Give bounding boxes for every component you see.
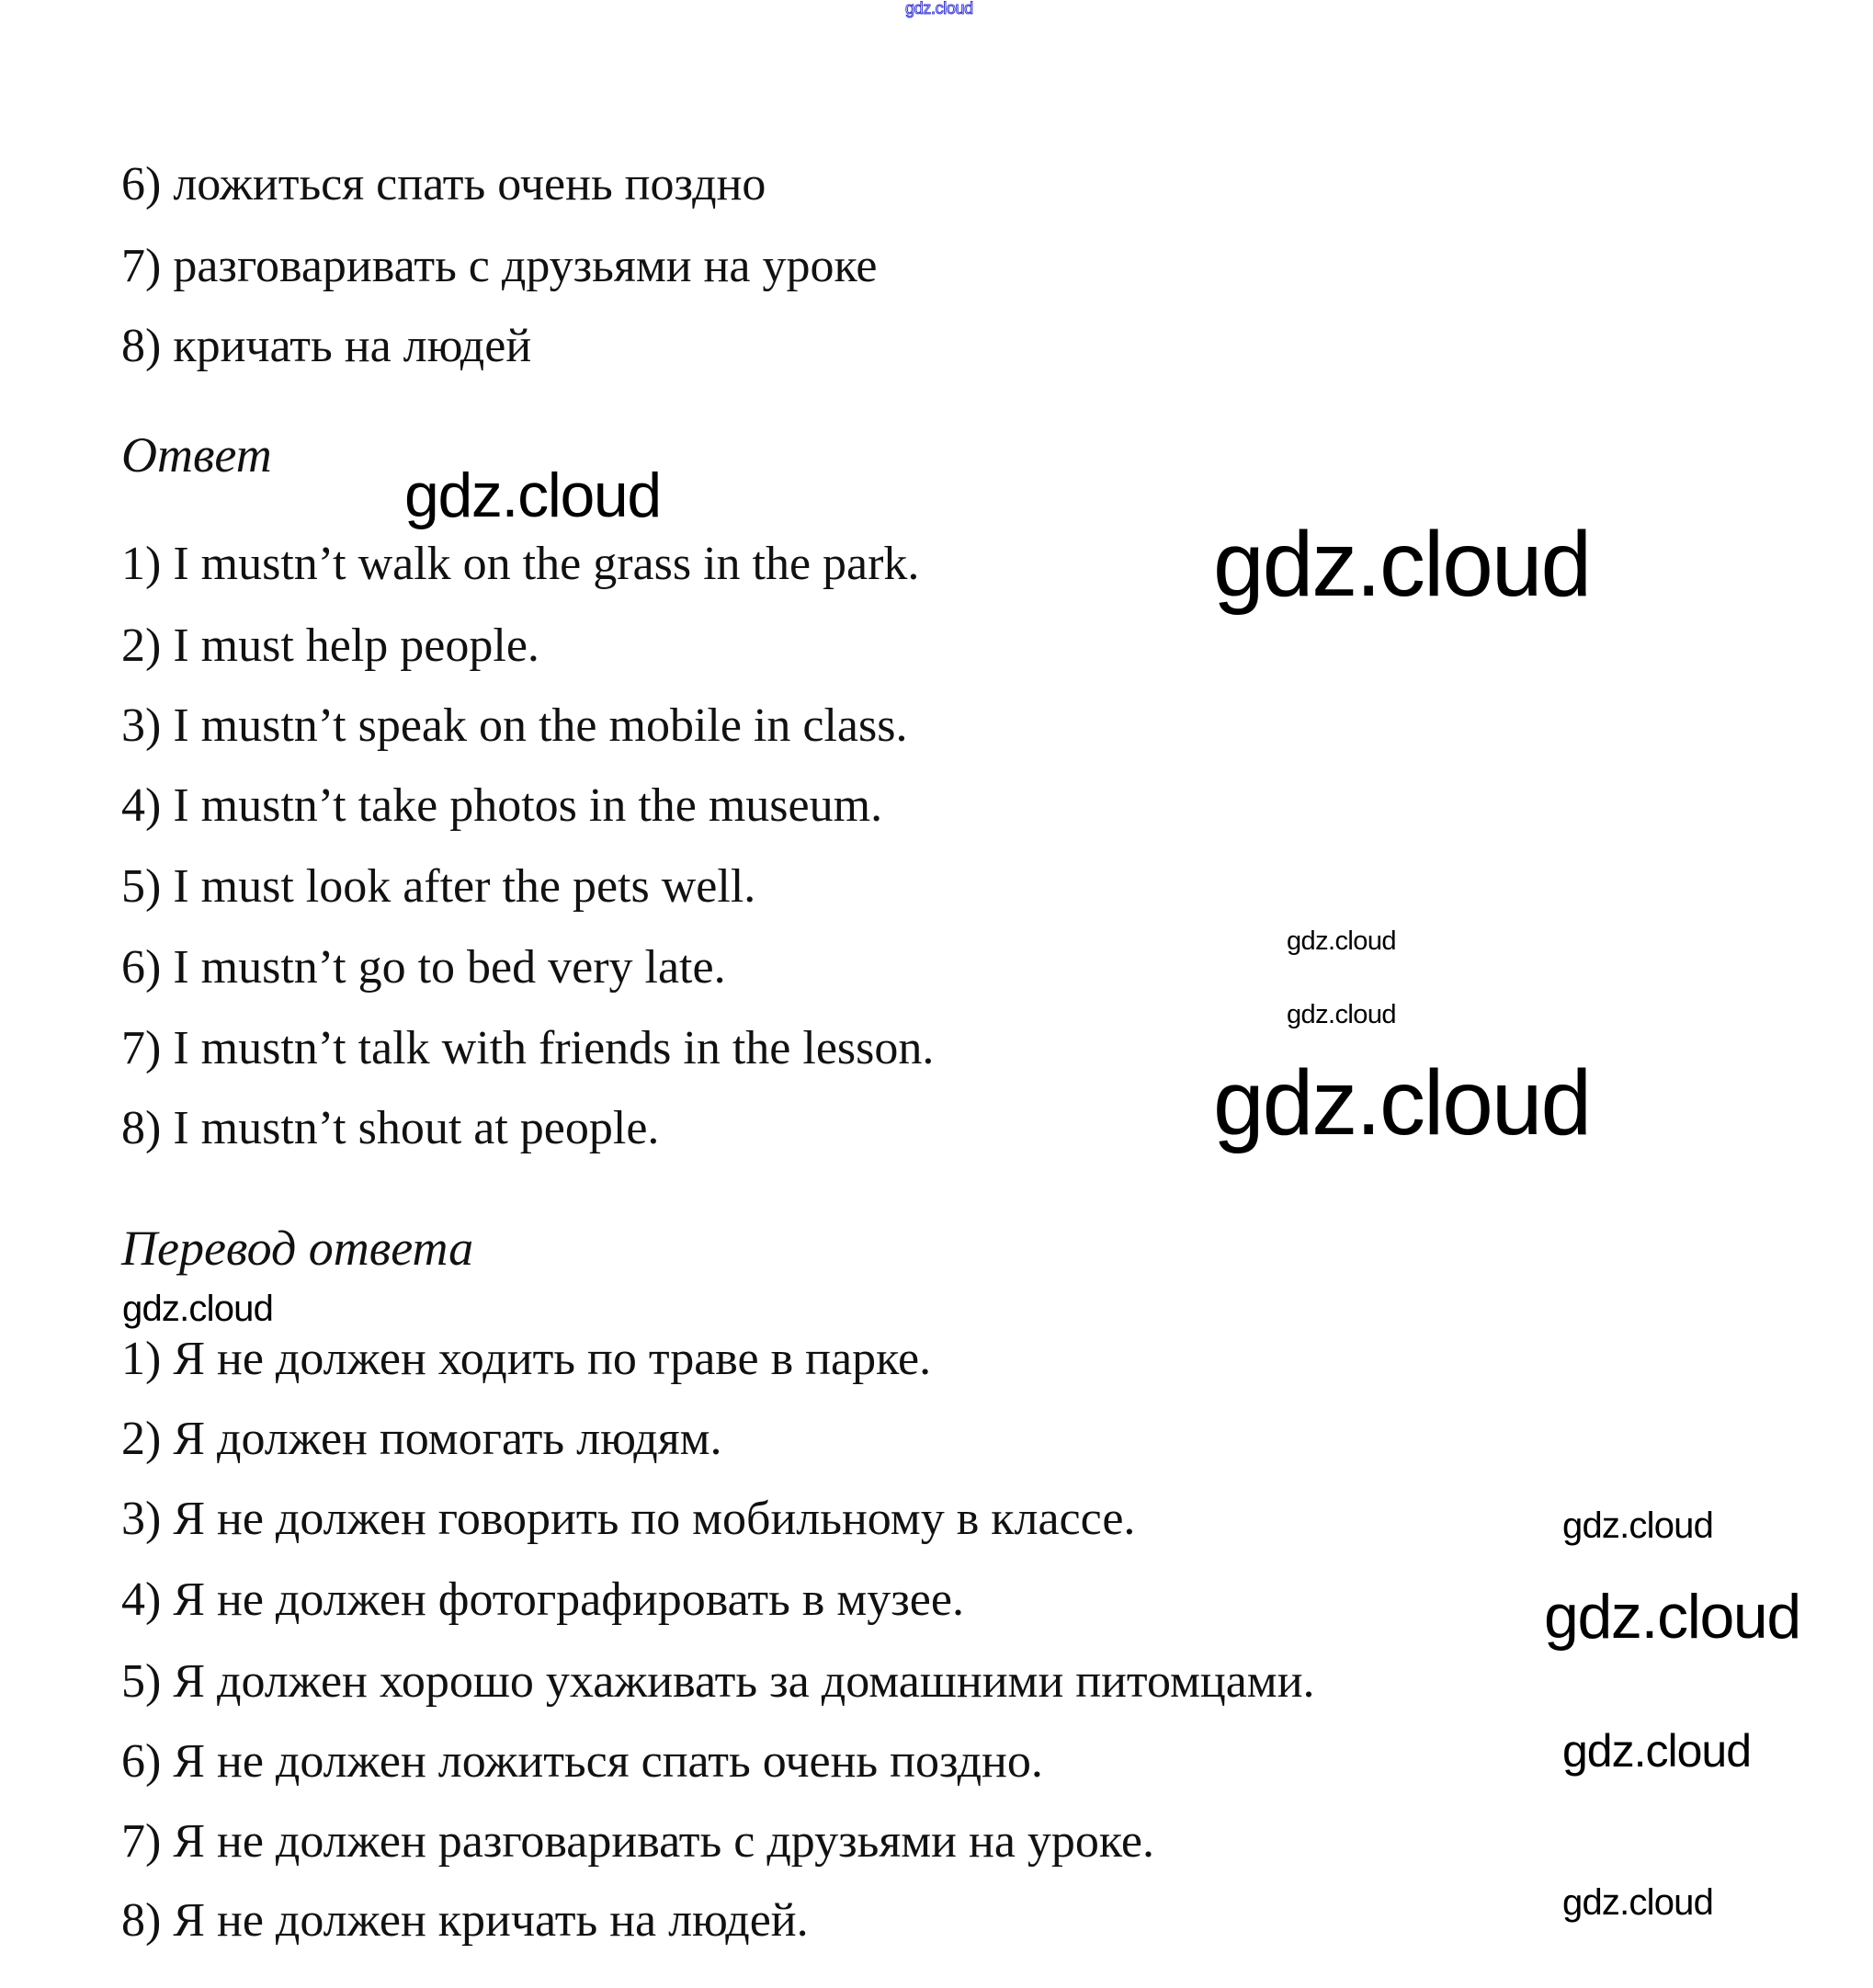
- translation-item: 8) Я не должен кричать на людей.: [121, 1894, 809, 1947]
- watermark: gdz.cloud: [1213, 513, 1591, 616]
- answer-item: 4) I mustn’t take photos in the museum.: [121, 779, 883, 832]
- answer-heading: Ответ: [121, 427, 272, 483]
- translation-heading: Перевод ответа: [121, 1221, 474, 1276]
- translation-item: 1) Я не должен ходить по траве в парке.: [121, 1333, 932, 1385]
- watermark: gdz.cloud: [1562, 1725, 1752, 1777]
- watermark: gdz.cloud: [1562, 1505, 1714, 1546]
- watermark: gdz.cloud: [1544, 1582, 1800, 1652]
- translation-item: 4) Я не должен фотографировать в музее.: [121, 1573, 964, 1626]
- translation-item: 7) Я не должен разговаривать с друзьями на уроке.: [121, 1815, 1154, 1868]
- watermark: gdz.cloud: [1562, 1882, 1714, 1923]
- watermark: gdz.cloud: [404, 460, 661, 530]
- watermark: gdz.cloud: [905, 0, 973, 17]
- watermark: gdz.cloud: [1287, 1000, 1396, 1029]
- translation-item: 5) Я должен хорошо ухаживать за домашними питомцами.: [121, 1655, 1315, 1708]
- answer-item: 2) I must help people.: [121, 619, 539, 672]
- answer-item: 7) I mustn’t talk with friends in the lesson.: [121, 1022, 935, 1074]
- translation-item: 3) Я не должен говорить по мобильному в классе.: [121, 1493, 1136, 1545]
- answer-item: 6) I mustn’t go to bed very late.: [121, 941, 726, 994]
- watermark: gdz.cloud: [1287, 926, 1396, 956]
- task-item: 7) разговаривать с друзьями на уроке: [121, 240, 878, 292]
- task-item: 8) кричать на людей: [121, 320, 532, 372]
- answer-item: 8) I mustn’t shout at people.: [121, 1102, 660, 1154]
- task-item: 6) ложиться спать очень поздно: [121, 158, 766, 210]
- watermark: gdz.cloud: [122, 1289, 274, 1329]
- answer-item: 5) I must look after the pets well.: [121, 860, 756, 913]
- answer-item: 1) I mustn’t walk on the grass in the park.: [121, 538, 920, 590]
- answer-item: 3) I mustn’t speak on the mobile in class.: [121, 699, 908, 752]
- watermark: gdz.cloud: [1213, 1051, 1591, 1154]
- translation-item: 2) Я должен помогать людям.: [121, 1413, 722, 1465]
- translation-item: 6) Я не должен ложиться спать очень поздно.: [121, 1735, 1043, 1788]
